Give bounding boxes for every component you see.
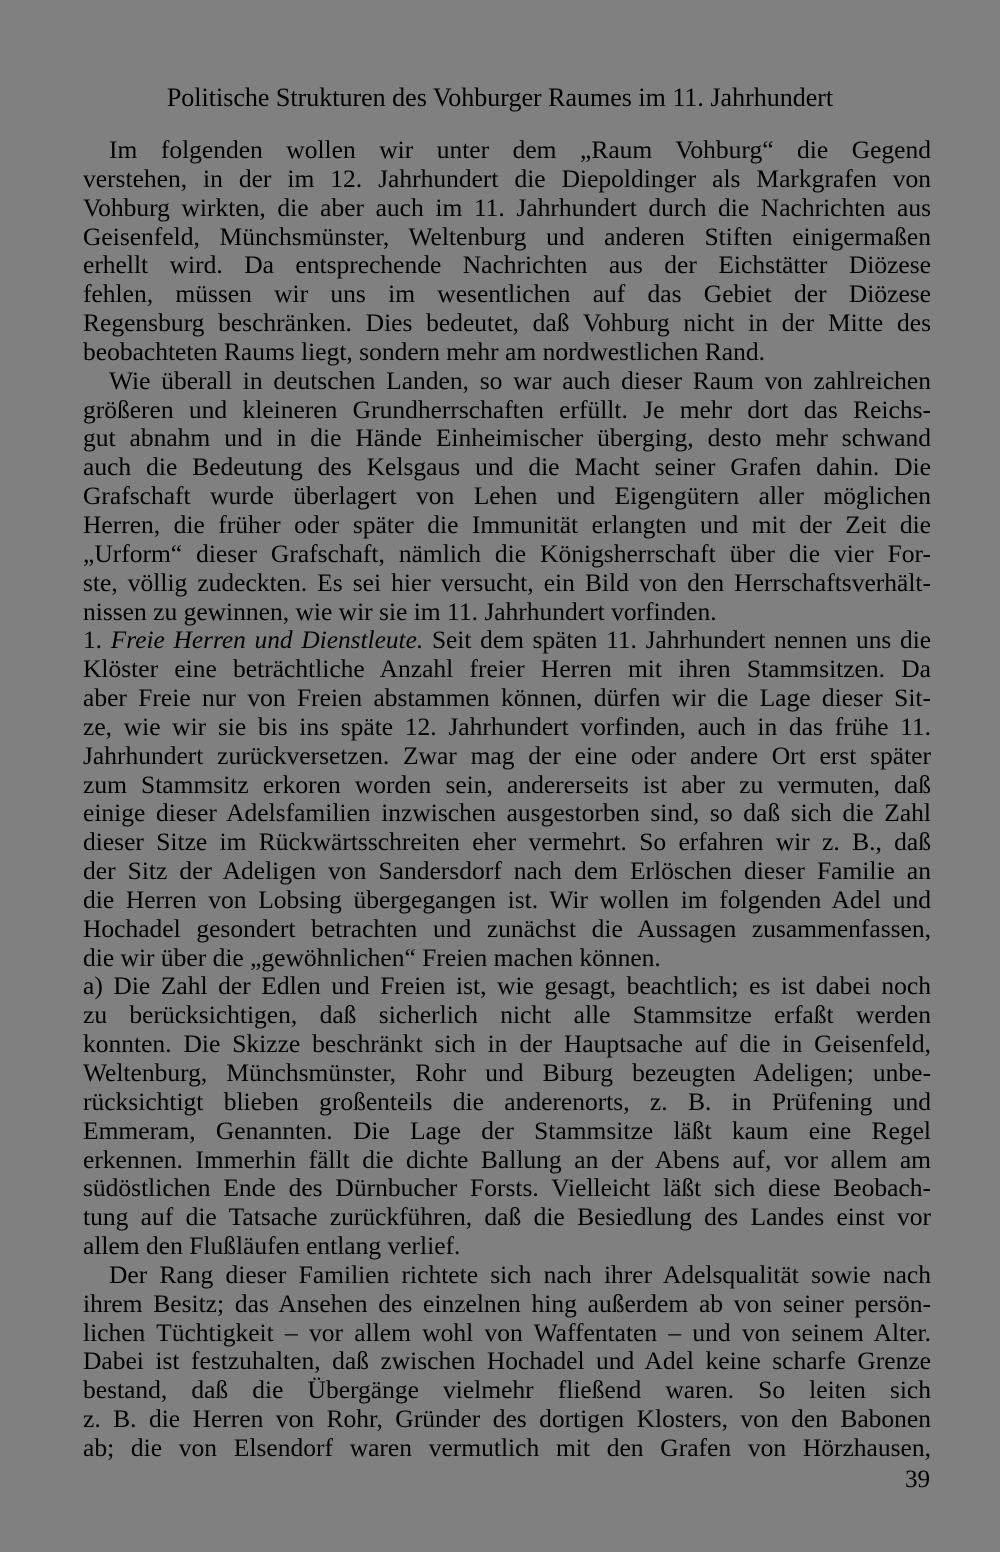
text-line: dieser Sitze im Rückwärtsschreiten eher vermehrt. So erfahren wir z. B., daß — [83, 827, 931, 857]
text-line: größeren und kleineren Grundherrschaften erfüllt. Je mehr dort das Reichs- — [83, 394, 931, 424]
text-line: der Sitz der Adeligen von Sandersdorf nach dem Erlöschen dieser Familie an — [83, 856, 931, 886]
text-line-rest: Seit dem späten 11. Jahrhundert nennen uns die — [431, 626, 931, 655]
text-line: erkennen. Immerhin fällt die dichte Ballung an der Abens auf, vor allem am — [83, 1144, 931, 1174]
body-text — [83, 136, 931, 1463]
text-line: gut abnahm und in die Hände Einheimischer überging, desto mehr schwand — [83, 423, 931, 453]
paragraph-5 — [83, 1261, 931, 1463]
text-line: zum Stammsitz erkoren worden sein, andererseits ist aber zu vermuten, daß — [83, 769, 931, 799]
text-line: erhellt wird. Da entsprechende Nachrichten aus der Eichstätter Diözese — [83, 250, 931, 280]
text-line: ste, völlig zudeckten. Es sei hier versucht, ein Bild von den Herrschaftsverhält- — [83, 567, 931, 597]
text-line: ihrem Besitz; das Ansehen des einzelnen hing außerdem ab von seiner persön- — [83, 1288, 931, 1318]
text-line: Wie überall in deutschen Landen, so war auch dieser Raum von zahlreichen — [109, 365, 931, 395]
text-line: die wir über die „gewöhnlichen“ Freien machen können. — [83, 942, 661, 972]
text-line: tung auf die Tatsache zurückführen, daß die Besiedlung des Landes einst vor — [83, 1202, 931, 1232]
text-line: lichen Tüchtigkeit – vor allem wohl von Waffentaten – und von seinem Alter. — [83, 1317, 931, 1347]
text-line: bestand, daß die Übergänge vielmehr fließend waren. So leiten sich — [83, 1375, 931, 1405]
text-line: Emmeram, Genannten. Die Lage der Stammsitze läßt kaum eine Regel — [83, 1115, 931, 1145]
text-line: Klöster eine beträchtliche Anzahl freier Herren mit ihren Stammsitzen. Da — [83, 654, 931, 684]
text-line: Geisenfeld, Münchsmünster, Weltenburg und anderen Stiften einigermaßen — [83, 221, 931, 251]
text-line: Weltenburg, Münchsmünster, Rohr und Biburg bezeugten Adeligen; unbe- — [83, 1058, 931, 1087]
text-line: konnten. Die Skizze beschränkt sich in der Hauptsache auf die in Geisenfeld, — [83, 1029, 931, 1059]
text-line: südöstlichen Ende des Dürnbucher Forsts. Vielleicht läßt sich diese Beobach- — [83, 1173, 931, 1203]
paragraph-1 — [83, 136, 931, 367]
text-line: einige dieser Adelsfamilien inzwischen ausgestorben sind, so daß sich die Zahl — [83, 798, 931, 828]
text-line: Der Rang dieser Familien richtete sich nach ihrer Adelsqualität sowie nach — [109, 1259, 931, 1289]
text-line: Hochadel gesondert betrachten und zunächst die Aussagen zusammenfassen, — [83, 913, 931, 943]
text-line: die Herren von Lobsing übergegangen ist. Wir wollen im folgenden Adel und — [83, 884, 931, 914]
text-line: Herren, die früher oder später die Immunität erlangten und mit der Zeit die — [83, 509, 931, 539]
text-line: Dabei ist festzuhalten, daß zwischen Hochadel und Adel keine scharfe Grenze — [83, 1346, 931, 1376]
text-line — [83, 626, 931, 655]
text-line: rücksichtigt blieben großenteils die anderenorts, z. B. in Prüfening und — [83, 1086, 931, 1116]
text-line: a) Die Zahl der Edlen und Freien ist, wie gesagt, beachtlich; es ist dabei noch — [83, 971, 931, 1001]
section-number: 1. — [83, 626, 103, 655]
text-line: Grafschaft wurde überlagert von Lehen und Eigengütern aller möglichen — [83, 481, 931, 511]
text-line: allem den Flußläufen entlang verlief. — [83, 1231, 461, 1261]
text-line: ab; die von Elsendorf waren vermutlich mit den Grafen von Hörzhausen, — [83, 1432, 931, 1462]
text-line: auch die Bedeutung des Kelsgaus und die Macht seiner Grafen dahin. Die — [83, 452, 931, 482]
text-line: Im folgenden wollen wir unter dem „Raum Vohburg“ die Gegend — [109, 135, 931, 164]
text-line: verstehen, in der im 12. Jahrhundert die Diepoldinger als Markgrafen von — [83, 163, 931, 193]
text-line: aber Freie nur von Freien abstammen können, dürfen wir die Lage dieser Sit- — [83, 683, 931, 713]
text-line: nissen zu gewinnen, wie wir sie im 11. Jahrhundert vorfinden. — [83, 596, 717, 626]
text-line: beobachteten Raums liegt, sondern mehr am nordwestlichen Rand. — [83, 336, 765, 366]
text-line: Jahrhundert zurückversetzen. Zwar mag der eine oder andere Ort erst später — [83, 740, 931, 770]
page-heading: Politische Strukturen des Vohburger Raumes im 11. Jahrhundert — [166, 83, 834, 112]
paragraph-4 — [83, 972, 931, 1260]
text-line: zu berücksichtigen, daß sicherlich nicht alle Stammsitze erfaßt werden — [83, 1000, 931, 1030]
text-line: ze, wie wir sie bis ins späte 12. Jahrhundert vorfinden, auch in das frühe 11. — [83, 711, 931, 741]
page-number: 39 — [905, 1466, 930, 1493]
paragraph-2 — [83, 367, 931, 627]
text-line: Regensburg beschränken. Dies bedeutet, daß Vohburg nicht in der Mitte des — [83, 308, 931, 338]
text-line: „Urform“ dieser Grafschaft, nämlich die Königsherrschaft über die vier For- — [83, 538, 931, 568]
text-line: z. B. die Herren von Rohr, Gründer des dortigen Klosters, von den Babonen — [83, 1404, 931, 1434]
section-title: Freie Herren und Dienstleute. — [110, 626, 424, 655]
text-line: Vohburg wirkten, die aber auch im 11. Jahrhundert durch die Nachrichten aus — [83, 192, 931, 222]
text-line: fehlen, müssen wir uns im wesentlichen auf das Gebiet der Diözese — [83, 279, 931, 309]
paragraph-3 — [83, 626, 931, 972]
